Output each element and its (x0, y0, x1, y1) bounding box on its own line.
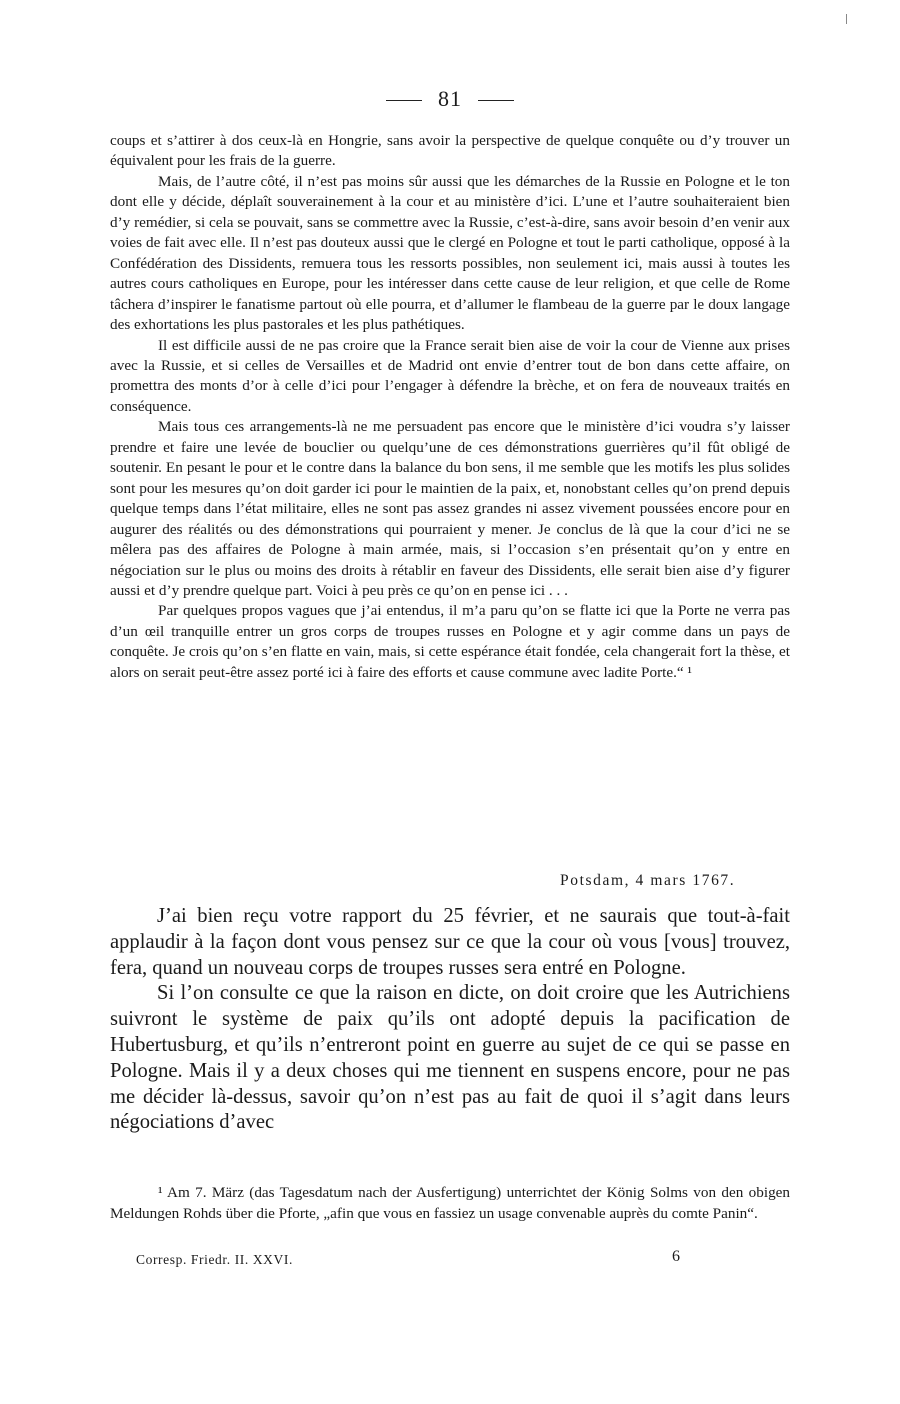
edge-mark (846, 14, 847, 24)
letter-body (110, 904, 790, 1136)
page-number-dash-left (386, 100, 422, 101)
letter-paragraph-1: J’ai bien reçu votre rapport du 25 février, et ne saurais que tout-à-fait applaudir à la façon dont vous pensez sur ce que la cour où vous [vous] trouvez, fera, quand un nouveau corps de troupes russes sera entré en Pologne. (110, 905, 790, 979)
quote-paragraph-5: Par quelques propos vagues que j’ai entendus, il m’a paru qu’on se flatte ici que la Porte ne verra pas d’un œil tranquille entrer un gros corps de troupes russes en Pologne et y agir comme dans un pays de conquête. Je crois qu’on s’en flatte en vain, mais, si cette espérance était fondée, cela changerait fort la thèse, et alors on serait peut-être assez porté ici à faire des efforts et cause commune avec ladite Porte.“ ¹ (110, 602, 790, 681)
page-number-dash-right (478, 100, 514, 101)
quoted-report (110, 131, 790, 683)
dateline: Potsdam, 4 mars 1767. (560, 872, 736, 889)
page-number (0, 86, 900, 112)
sheet-number: 6 (672, 1248, 680, 1265)
quote-paragraph-4: Mais tous ces arrangements-là ne me persuadent pas encore que le ministère d’ici voudra s’y laisser prendre et faire une levée de bouclier ou quelqu’une de ces démonstrations guerrières qu’il fût obligé de soutenir. En pesant le pour et le contre dans la balance du bon sens, il me semble que les motifs les plus solides sont pour les mesures qu’on doit garder ici pour le maintien de la paix, et, nonobstant celles qu’on prend depuis quelque temps dans l’état militaire, elles ne sont pas assez grandes ni assez vivement poussées encore pour en augurer des réalités ou des démonstrations qui pourraient y mener. Je conclus de là que la cour d’ici ne se mêlera pas des affaires de Pologne à main armée, mais, si l’occasion s’en présentait qu’on y entre en négociation sur le plus ou moins des droits à rétablir en faveur des Dissidents, elle serait bien aise d’y figurer aussi et d’y prendre quelque part. Voici à peu près ce qu’on en pense ici . . . (110, 418, 790, 599)
quote-paragraph-3: Il est difficile aussi de ne pas croire que la France serait bien aise de voir la cour de Vienne aux prises avec la Russie, et si celles de Versailles et de Madrid ont envie d’entrer tout de bon dans cette affaire, on promettra des monts d’or à celle d’ici pour l’engager à défendre la brèche, et on fera de nouveaux traités en conséquence. (110, 336, 790, 415)
page-number-text: 81 (438, 86, 462, 111)
footnote (110, 1183, 790, 1224)
signature-mark: Corresp. Friedr. II. XXVI. (136, 1252, 293, 1267)
quote-paragraph-2: Mais, de l’autre côté, il n’est pas moins sûr aussi que les démarches de la Russie en Pologne et le ton dont elle y décide, déplaît souverainement à la cour et au ministère d’ici. L’une et l’autre souhaiteraient bien d’y remédier, si cela se pouvait, sans se commettre avec la Russie, c’est-à-dire, sans avoir besoin d’en venir aux voies de fait avec elle. Il n’est pas douteux aussi que le clergé en Pologne et tout le parti catholique, opposé à la Confédération des Dissidents, remuera tous les ressorts possibles, non seulement ici, mais aussi à toutes les autres cours catholiques en Europe, pour les intéresser dans cette cause de leur religion, et que celle de Rome tâchera d’inspirer le fanatisme partout où elle pourra, et d’allumer le flambeau de la guerre par le doux langage des exhortations les plus pastorales et les plus pathétiques. (110, 172, 790, 334)
footnote-text: ¹ Am 7. März (das Tagesdatum nach der Ausfertigung) unterrichtet der König Solms von den obigen Meldungen Rohds über die Pforte, „afin que vous en fassiez un usage convenable auprès du comte Panin“. (110, 1184, 790, 1222)
quote-paragraph-1: coups et s’attirer à dos ceux-là en Hongrie, sans avoir la perspective de quelque conquête ou d’y trouver un équivalent pour les frais de la guerre. (110, 132, 790, 170)
letter-paragraph-2: Si l’on consulte ce que la raison en dicte, on doit croire que les Autrichiens suivront le système de paix qu’ils ont adopté depuis la pacification de Hubertusburg, et qu’ils n’entreront point en guerre au sujet de ce qui se passe en Pologne. Mais il y a deux choses qui me tiennent en suspens encore, pour ne pas me décider là-dessus, savoir qu’on n’est pas au fait de quoi il s’agit dans leurs négociations d’avec (110, 982, 790, 1134)
